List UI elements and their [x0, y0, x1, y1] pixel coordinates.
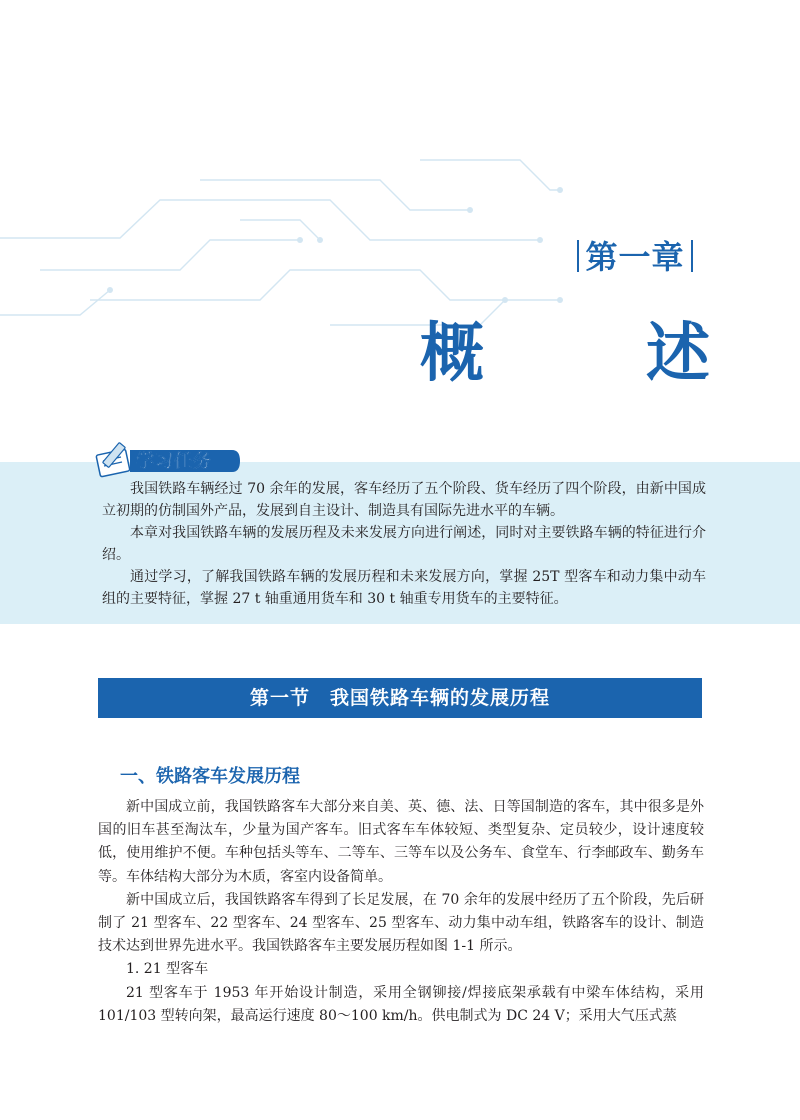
divider-bar: [691, 240, 693, 272]
body-paragraph: 新中国成立后，我国铁路客车得到了长足发展，在 70 余年的发展中经历了五个阶段，先后研制了 21 型客车、22 型客车、24 型客车、25 型客车、动力集中动车组，铁路客车的设计、制造技术达到世界先进水平。我国铁路客车主要发展历程如图 1-1 所示。: [98, 891, 704, 955]
learning-task-text: [102, 478, 706, 610]
body-paragraph: 21 型客车于 1953 年开始设计制造，采用全钢铆接/焊接底架承载有中梁车体结构，采用 101/103 型转向架，最高运行速度 80～100 km/h。供电制式为 DC 24 V；采用大气压式蒸: [98, 984, 704, 1024]
divider-bar: [577, 240, 579, 272]
body-paragraph: 1. 21 型客车: [126, 961, 209, 978]
pencil-notebook-icon: [96, 442, 130, 476]
task-paragraph: 我国铁路车辆经过 70 余年的发展，客车经历了五个阶段、货车经历了四个阶段，由新中国成立初期的仿制国外产品，发展到自主设计、制造具有国际先进水平的车辆。: [102, 481, 706, 519]
body-text: [98, 796, 704, 1028]
body-paragraph: 新中国成立前，我国铁路客车大部分来自美、英、德、法、日等国制造的客车，其中很多是外国的旧车甚至淘汰车，少量为国产客车。旧式客车车体较短、类型复杂、定员较少，设计速度较低，使用维护不便。车种包括头等车、二等车、三等车以及公务车、食堂车、行李邮政车、勤务车等。车体结构大部分为木质，客室内设备简单。: [98, 799, 704, 885]
chapter-title: [420, 302, 710, 394]
chapter-number: [560, 232, 710, 278]
learning-task-title: 学习任务: [136, 451, 212, 472]
chapter-title-char: 述: [646, 317, 710, 391]
subsection-heading: 一、铁路客车发展历程: [120, 766, 300, 787]
chapter-number-text: 第一章: [585, 238, 685, 276]
task-paragraph: 本章对我国铁路车辆的发展历程及未来发展方向进行阐述，同时对主要铁路车辆的特征进行介绍。: [102, 525, 706, 563]
chapter-title-char: 概: [420, 317, 484, 391]
task-paragraph: 通过学习，了解我国铁路车辆的发展历程和未来发展方向，掌握 25T 型客车和动力集中动车组的主要特征，掌握 27 t 轴重通用货车和 30 t 轴重专用货车的主要特征。: [102, 569, 706, 607]
section-heading: 第一节 我国铁路车辆的发展历程: [98, 678, 702, 718]
